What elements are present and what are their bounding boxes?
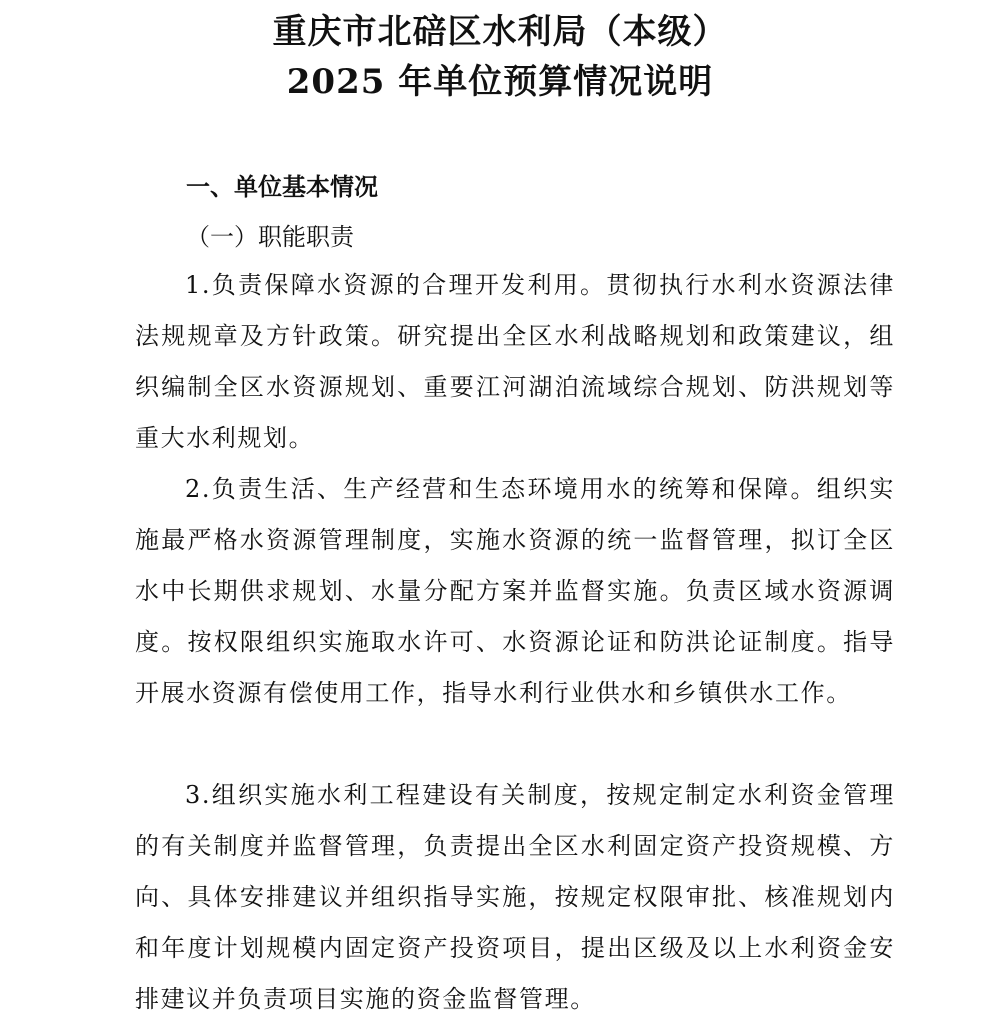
section-heading: 一、单位基本情况 [186,173,378,201]
paragraph-3: 3.组织实施水利工程建设有关制度，按规定制定水利资金管理的有关制度并监督管理，负责提出全区水利固定资产投资规模、方向、具体安排建议并组织指导实施，按规定权限审批、核准规划内和年度计划规模内固定资产投资项目，提出区级及以上水利资金安排建议并负责项目实施的资金监督管理。 [135,781,895,1013]
paragraph-2: 2.负责生活、生产经营和生态环境用水的统筹和保障。组织实施最严格水资源管理制度，实施水资源的统一监督管理，拟订全区水中长期供求规划、水量分配方案并监督实施。负责区域水资源调度。按权限组织实施取水许可、水资源论证和防洪论证制度。指导开展水资源有偿使用工作，指导水利行业供水和乡镇供水工作。 [135,475,895,707]
document-title-line2: 2025 年单位预算情况说明 [286,62,714,102]
paragraph-1: 1.负责保障水资源的合理开发利用。贯彻执行水利水资源法律法规规章及方针政策。研究提出全区水利战略规划和政策建议，组织编制全区水资源规划、重要江河湖泊流域综合规划、防洪规划等重大水利规划。 [135,271,895,452]
document-title-line1: 重庆市北碚区水利局（本级） [272,12,728,52]
subsection-heading: （一）职能职责 [186,223,354,251]
